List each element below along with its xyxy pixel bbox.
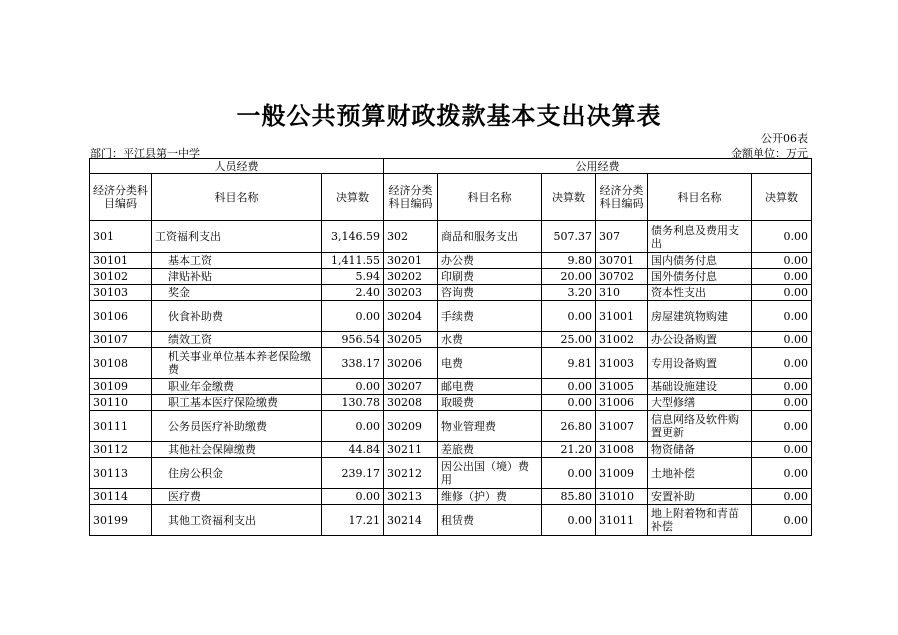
amount-cell: 5.94	[322, 269, 384, 285]
code-cell: 30199	[90, 505, 152, 536]
code-cell: 30208	[384, 395, 438, 411]
code-cell: 30206	[384, 348, 438, 379]
table-row	[90, 505, 812, 536]
amount-cell: 0.00	[752, 505, 812, 536]
table-row	[90, 348, 812, 379]
name-cell: 国外债务付息	[648, 269, 752, 285]
code-cell: 30108	[90, 348, 152, 379]
amount-cell: 9.81	[542, 348, 596, 379]
amount-cell: 0.00	[752, 411, 812, 442]
code-cell: 30114	[90, 489, 152, 505]
name-cell: 办公费	[438, 253, 542, 269]
form-code: 公开06表	[761, 132, 808, 145]
name-cell: 土地补偿	[648, 458, 752, 489]
header-amount: 决算数	[322, 174, 384, 221]
code-cell: 30109	[90, 379, 152, 395]
table-row	[90, 442, 812, 458]
name-cell: 债务利息及费用支出	[648, 221, 752, 253]
amount-cell: 130.78	[322, 395, 384, 411]
amount-cell: 3.20	[542, 285, 596, 301]
name-cell: 专用设备购置	[648, 348, 752, 379]
amount-cell: 0.00	[542, 458, 596, 489]
table-row	[90, 458, 812, 489]
table-row	[90, 269, 812, 285]
code-cell: 31009	[596, 458, 648, 489]
table-row	[90, 489, 812, 505]
code-cell: 31006	[596, 395, 648, 411]
code-cell: 310	[596, 285, 648, 301]
name-cell: 物资储备	[648, 442, 752, 458]
amount-cell: 0.00	[752, 253, 812, 269]
code-cell: 30110	[90, 395, 152, 411]
page-title: 一般公共预算财政拨款基本支出决算表	[236, 101, 662, 130]
table-row	[90, 379, 812, 395]
header-amount: 决算数	[542, 174, 596, 221]
code-cell: 30213	[384, 489, 438, 505]
amount-cell: 0.00	[322, 489, 384, 505]
code-cell: 30106	[90, 301, 152, 332]
name-cell: 大型修缮	[648, 395, 752, 411]
name-cell: 其他社会保障缴费	[152, 442, 322, 458]
amount-cell: 3,146.59	[322, 221, 384, 253]
code-cell: 30101	[90, 253, 152, 269]
amount-cell: 9.80	[542, 253, 596, 269]
name-cell: 因公出国（境）费用	[438, 458, 542, 489]
code-cell: 30113	[90, 458, 152, 489]
amount-cell: 20.00	[542, 269, 596, 285]
name-cell: 水费	[438, 332, 542, 348]
header-code: 经济分类科目编码	[90, 174, 152, 221]
amount-cell: 0.00	[752, 395, 812, 411]
header-name: 科目名称	[438, 174, 542, 221]
name-cell: 安置补助	[648, 489, 752, 505]
name-cell: 取暖费	[438, 395, 542, 411]
code-cell: 30111	[90, 411, 152, 442]
amount-cell: 507.37	[542, 221, 596, 253]
amount-cell: 1,411.55	[322, 253, 384, 269]
amount-cell: 0.00	[322, 379, 384, 395]
header-code: 经济分类科目编码	[384, 174, 438, 221]
budget-table	[89, 158, 812, 536]
amount-cell: 44.84	[322, 442, 384, 458]
code-cell: 301	[90, 221, 152, 253]
code-cell: 302	[384, 221, 438, 253]
name-cell: 咨询费	[438, 285, 542, 301]
amount-cell: 2.40	[322, 285, 384, 301]
code-cell: 30211	[384, 442, 438, 458]
amount-cell: 338.17	[322, 348, 384, 379]
name-cell: 地上附着物和青苗补偿	[648, 505, 752, 536]
code-cell: 30103	[90, 285, 152, 301]
name-cell: 办公设备购置	[648, 332, 752, 348]
name-cell: 国内债务付息	[648, 253, 752, 269]
name-cell: 其他工资福利支出	[152, 505, 322, 536]
name-cell: 基础设施建设	[648, 379, 752, 395]
code-cell: 30212	[384, 458, 438, 489]
amount-cell: 0.00	[542, 395, 596, 411]
name-cell: 伙食补助费	[152, 301, 322, 332]
code-cell: 31003	[596, 348, 648, 379]
code-cell: 30209	[384, 411, 438, 442]
code-cell: 307	[596, 221, 648, 253]
code-cell: 31011	[596, 505, 648, 536]
code-cell: 30701	[596, 253, 648, 269]
code-cell: 30205	[384, 332, 438, 348]
amount-cell: 0.00	[322, 301, 384, 332]
code-cell: 30207	[384, 379, 438, 395]
group-header-personnel: 人员经费	[90, 159, 384, 174]
amount-cell: 21.20	[542, 442, 596, 458]
code-cell: 30702	[596, 269, 648, 285]
name-cell: 住房公积金	[152, 458, 322, 489]
table-row	[90, 395, 812, 411]
name-cell: 差旅费	[438, 442, 542, 458]
amount-cell: 239.17	[322, 458, 384, 489]
amount-cell: 0.00	[542, 301, 596, 332]
code-cell: 31001	[596, 301, 648, 332]
name-cell: 信息网络及软件购置更新	[648, 411, 752, 442]
name-cell: 基本工资	[152, 253, 322, 269]
name-cell: 房屋建筑物购建	[648, 301, 752, 332]
amount-cell: 0.00	[542, 505, 596, 536]
name-cell: 绩效工资	[152, 332, 322, 348]
amount-cell: 0.00	[752, 332, 812, 348]
name-cell: 手续费	[438, 301, 542, 332]
amount-cell: 0.00	[752, 348, 812, 379]
amount-cell: 0.00	[752, 285, 812, 301]
name-cell: 物业管理费	[438, 411, 542, 442]
code-cell: 31008	[596, 442, 648, 458]
code-cell: 30204	[384, 301, 438, 332]
code-cell: 31007	[596, 411, 648, 442]
amount-cell: 0.00	[752, 221, 812, 253]
amount-cell: 0.00	[322, 411, 384, 442]
name-cell: 奖金	[152, 285, 322, 301]
name-cell: 邮电费	[438, 379, 542, 395]
code-cell: 30112	[90, 442, 152, 458]
name-cell: 维修（护）费	[438, 489, 542, 505]
amount-cell: 0.00	[752, 458, 812, 489]
table-row	[90, 301, 812, 332]
code-cell: 30203	[384, 285, 438, 301]
name-cell: 商品和服务支出	[438, 221, 542, 253]
code-cell: 30201	[384, 253, 438, 269]
name-cell: 医疗费	[152, 489, 322, 505]
name-cell: 印刷费	[438, 269, 542, 285]
name-cell: 公务员医疗补助缴费	[152, 411, 322, 442]
amount-cell: 0.00	[752, 489, 812, 505]
name-cell: 职工基本医疗保险缴费	[152, 395, 322, 411]
header-amount: 决算数	[752, 174, 812, 221]
table-row	[90, 411, 812, 442]
name-cell: 电费	[438, 348, 542, 379]
name-cell: 津贴补贴	[152, 269, 322, 285]
table-row	[90, 332, 812, 348]
code-cell: 30107	[90, 332, 152, 348]
code-cell: 31005	[596, 379, 648, 395]
code-cell: 30102	[90, 269, 152, 285]
group-header-public: 公用经费	[384, 159, 812, 174]
name-cell: 资本性支出	[648, 285, 752, 301]
code-cell: 31010	[596, 489, 648, 505]
code-cell: 30202	[384, 269, 438, 285]
unit-label: 金额单位：万元	[731, 147, 808, 160]
department-label: 部门：平江县第一中学	[90, 147, 200, 160]
header-name: 科目名称	[152, 174, 322, 221]
name-cell: 工资福利支出	[152, 221, 322, 253]
amount-cell: 25.00	[542, 332, 596, 348]
table-row	[90, 221, 812, 253]
header-code: 经济分类科目编码	[596, 174, 648, 221]
name-cell: 职业年金缴费	[152, 379, 322, 395]
amount-cell: 85.80	[542, 489, 596, 505]
amount-cell: 0.00	[752, 301, 812, 332]
amount-cell: 0.00	[752, 442, 812, 458]
name-cell: 机关事业单位基本养老保险缴费	[152, 348, 322, 379]
amount-cell: 956.54	[322, 332, 384, 348]
amount-cell: 0.00	[752, 379, 812, 395]
header-name: 科目名称	[648, 174, 752, 221]
table-row	[90, 285, 812, 301]
name-cell: 租赁费	[438, 505, 542, 536]
code-cell: 31002	[596, 332, 648, 348]
amount-cell: 0.00	[542, 379, 596, 395]
amount-cell: 17.21	[322, 505, 384, 536]
table-row	[90, 253, 812, 269]
code-cell: 30214	[384, 505, 438, 536]
amount-cell: 26.80	[542, 411, 596, 442]
amount-cell: 0.00	[752, 269, 812, 285]
